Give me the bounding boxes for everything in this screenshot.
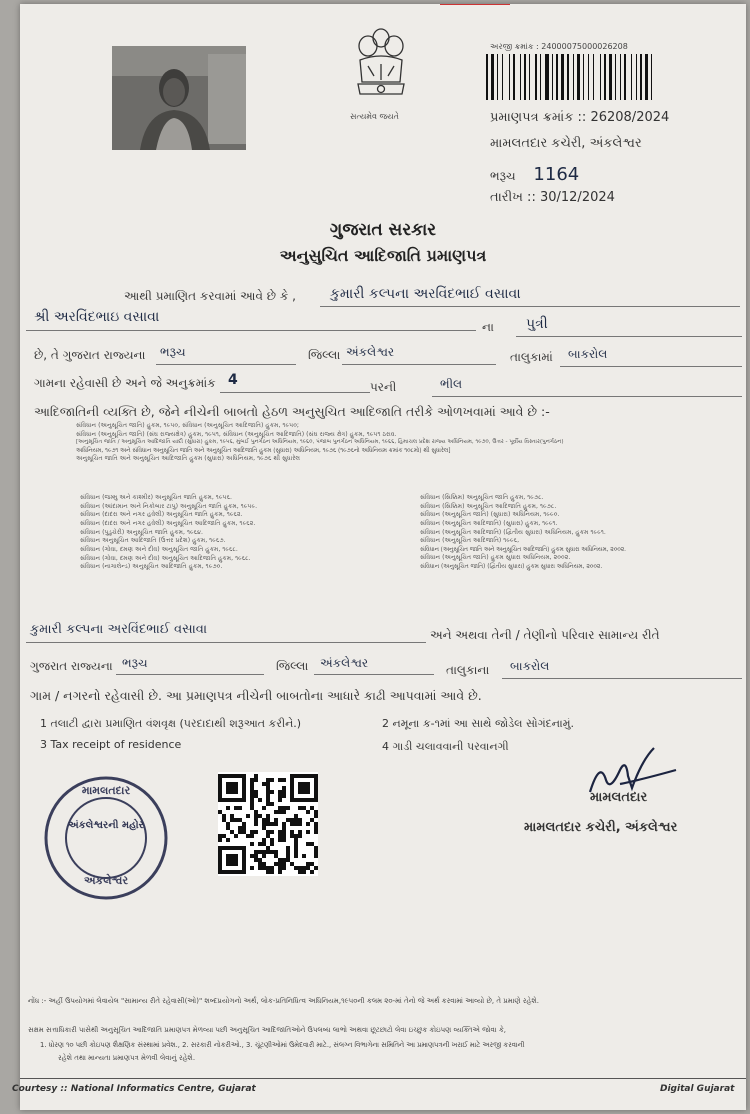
resident-text: ગામ / નગરનો રહેવાસી છે. આ પ્રમાણપત્ર નીચેની બાબતોના આધારે કાઢી આપવામાં આવે છે. <box>30 688 482 703</box>
footer-paragraph-1: સક્ષમ સત્તાધિકારી પાસેથી અનુસૂચિત આદિજાતિ પ્રમાણપત્ર મેળવ્યા પછી અનુસૂચિત આદિજાતિઓને ઉપલબ્ધ લાભો અથવા છૂટછાટો લેવા ઇચ્છુક કોઇપણ વ્યક્તિએ જોવા કે, <box>28 1026 506 1034</box>
serial-number: 4 <box>228 372 238 388</box>
family-name: કુમારી કલ્પના અરવિંદભાઈ વસાવા <box>30 622 208 637</box>
date-label: તારીખ :: <box>490 190 536 205</box>
seal-middle-text: અંકલેશ્વરની મહોર <box>68 820 144 831</box>
order-left-item: સંવિધાન (જમ્મુ અને કાશ્મીર) અનુસૂચિત જાતિ હુકમ, ૧૯૫૬. <box>80 494 232 501</box>
certificate-number-label: પ્રમાણપત્ર ક્રમાંક :: <box>490 110 587 125</box>
applicant-name: કુમારી કલ્પના અરવિંદભાઈ વસાવા <box>330 286 521 302</box>
order-line: અધિનિયમ, ૧૯૭૧ અને સંવિધાન અનુસૂચિત જાતિ અને અનુસૂચિત આદિજાતિ હુકમ (સુધારા) અધિનિયમ, ૧૯૭૬ (૧૯૭૬નો અધિનિયમ ક્રમાંક ૧૦૮મો) થી સુધારેલ] <box>76 448 451 455</box>
emblem-motto: સત્યમેવ જયતે <box>350 112 399 121</box>
order-left-item: સંવિધાન (ગોવા, દમણ અને દીવ) અનુસૂચિત આદિજાતિ હુકમ, ૧૯૬૮. <box>80 554 251 562</box>
order-left-item: સંવિધાન (પુડુચેરી) અનુસૂચિત જાતિ હુકમ, ૧૯૬૪. <box>80 528 203 536</box>
district-value: ભરૂચ <box>160 345 186 359</box>
intro-text: આથી પ્રમાણિત કરવામાં આવે છે કે , <box>124 289 296 303</box>
orders-left-column <box>80 494 257 572</box>
barcode <box>486 54 704 100</box>
orders-full-list <box>76 422 564 464</box>
certificate-sheet <box>12 4 746 1110</box>
applicant-name-line <box>320 306 740 307</box>
order-right-item: સંવિધાન (સિક્કિમ) અનુસૂચિત આદિજાતિ હુકમ, ૧૯૭૮. <box>420 502 557 510</box>
district-label: જિલ્લા <box>308 348 341 362</box>
family-state-text: ગુજરાત રાજ્યના <box>30 659 113 673</box>
father-name-line <box>26 330 476 331</box>
footer-divider <box>20 1078 746 1079</box>
order-right-item: સંવિધાન (અનુસૂચિત જાતિ) (દ્વિતીય સુધારા) હુકમ સુધારા અધિનિયમ, ૨૦૦૨. <box>420 563 603 570</box>
issue-date: 30/12/2024 <box>539 190 615 205</box>
signatory-office: મામલતદાર કચેરી, અંકલેશ્વર <box>524 820 678 835</box>
qr-code-icon <box>218 772 318 876</box>
courtesy-text: Courtesy :: National Informatics Centre, Gujarat <box>12 1084 256 1094</box>
orders-right-column <box>420 494 626 571</box>
order-left-item: સંવિધાન (દાદરા અને નગર હવેલી) અનુસૂચિત જાતિ હુકમ, ૧૯૬૨. <box>80 511 243 519</box>
date-row <box>490 190 615 205</box>
footer-paragraph-2: 1. ધોરણ ૧૦ પછી કોઇપણ શૈક્ષણિક સંસ્થામાં પ્રવેશ., 2. સરકારી નોકરીઓ., 3. ચૂંટણીઓમાં ઉમેદવારી માટે., સંલગ્ન વિભાગેના સમિતિને આ પ્રમાણપત્રની ખરાઈ માટે અરજી કરવાની <box>40 1041 525 1049</box>
order-line: [અનુસૂચિત જાતિ / અનુસૂચિત આદિજાતિ યાદી (સુધારા) હુકમ, ૧૯૫૬, મુંબઈ પુનર્ગઠન અધિનિયમ, ૧૯૬૦, પંજાબ પુનર્ગઠન અધિનિયમ, ૧૯૬૬, હિમાચલ પ્રદેશ રાજ્ય અધિનિયમ, ૧૯૭૦, ઉત્તર - પૂર્વીય વિસ્તાર(પુનર્ગઠન) <box>76 439 564 446</box>
order-line: અનુસૂચિત જાતિ અને અનુસૂચિત આદિજાતિ હુકમ (સુધારા) અધિનિયમ, ૧૯૭૬ થી સુધારેલ <box>76 455 301 463</box>
order-left-item: સંવિધાન (દાદરા અને નગર હવેલી) અનુસૂચિત આદિજાતિ હુકમ, ૧૯૬૨. <box>80 520 256 528</box>
village-line <box>560 366 742 367</box>
outward-label: ભરૂચ <box>490 169 516 183</box>
order-line: સંવિધાન (અનુસૂચિત જાતિ) હુકમ, ૧૯૫૦, સંવિધાન (અનુસૂચિત આદિજાતિ) હુકમ, ૧૯૫૦; <box>76 422 300 429</box>
order-right-item: સંવિધાન (અનુસૂચિત આદિજાતિ) (સુધારા) હુકમ, ૧૯૯૧. <box>420 520 558 528</box>
state-text: છે, તે ગુજરાત રાજ્યના <box>34 348 146 362</box>
applicant-photo <box>112 46 246 150</box>
order-right-item: સંવિધાન (અનુસૂચિત જાતિ) હુકમ સુધારા અધિનિયમ, ૨૦૦૨. <box>420 554 571 562</box>
certificate-number-row <box>490 110 669 125</box>
certificate-title: અનુસુચિત આદિજાતિ પ્રમાણપત્ર <box>279 246 487 265</box>
father-name: શ્રી અરવિંદભાઇ વસાવા <box>34 309 160 325</box>
order-left-item: સંવિધાન અનુસૂચિત આદિજાતિ (ઉત્તર પ્રદેશ) હુકમ, ૧૯૬૭. <box>80 537 226 545</box>
order-left-item: સંવિધાન (આંદામાન અને નિકોબાર ટાપુ) અનુસૂચિત જાતિ હુકમ, ૧૯૫૯. <box>80 502 258 510</box>
village-value: બાકરોલ <box>568 347 608 361</box>
family-taluka-line <box>314 674 434 675</box>
par-label: પરની <box>370 380 397 394</box>
family-taluka: અંકલેશ્વર <box>320 656 369 670</box>
tribe-text: આદિજાતિની વ્યક્તિ છે, જેને નીચેની બાબતો હેઠળ અનુસુચિત આદિજાતિ તરીકે ઓળખવામાં આવે છે :- <box>34 404 550 419</box>
document-item: 3 Tax receipt of residence <box>40 738 182 751</box>
outward-number: 1164 <box>533 164 580 185</box>
tribe-line <box>432 396 742 397</box>
family-district-label: જિલ્લા <box>276 659 309 673</box>
certificate-number: 26208/2024 <box>590 110 670 125</box>
official-seal <box>42 774 170 902</box>
of-label: ના <box>482 320 494 334</box>
family-village: બાકરોલ <box>510 659 550 673</box>
serial-line <box>220 392 370 393</box>
family-text: અને અથવા તેની / તેણીનો પરિવાર સામાન્ય રીતે <box>430 628 660 642</box>
taluka-line <box>342 364 496 365</box>
order-right-item: સંવિધાન (અનુસૂચિત જાતિ) (સુધારા) અધિનિયમ, ૧૯૯૦. <box>420 511 560 519</box>
footer-note: નોંધ :- અહીં ઉપયોગમાં લેવાયેલ "સામાન્ય રીતે રહેવાસી(ઓ)" શબ્દપ્રયોગનો અર્થ, લોક-પ્રતિનિધિત્વ અધિનિયમ,૧૯૫૦ની કલમ ૨૦-માં તેનો જે અર્થ કરવામાં આવ્યો છે, તે પ્રમાણે રહેશે. <box>28 997 539 1005</box>
document-item: 2 નમૂના ક-૧માં આ સાથે જોડેલ સોગંદનામું. <box>382 717 574 730</box>
qr-code <box>218 772 318 876</box>
family-village-line <box>502 678 742 679</box>
order-right-item: સંવિધાન (અનુસૂચિત જાતિ અને અનુસૂચિત આદિજાતિ) હુકમ સુધારા અધિનિયમ, ૨૦૦૨. <box>420 547 626 554</box>
footer-paragraph-3: રહેશે તથા માન્યતા પ્રમાણપત્ર મેળવી લેવાનું રહેશે. <box>58 1054 196 1062</box>
government-title: ગુજરાત સરકાર <box>329 220 437 240</box>
emblem-icon <box>346 24 416 114</box>
document-item: 1 તલાટી દ્વારા પ્રમાણિત વંશવૃક્ષ (પરદાદાથી શરૂઆત કરીને.) <box>40 717 302 730</box>
document-item: 4 ગાડી ચલાવવાની પરવાનગી <box>382 740 509 753</box>
relation-line <box>516 336 742 337</box>
taluka-value: અંકલેશ્વર <box>346 345 395 359</box>
family-district: ભરૂચ <box>122 656 148 670</box>
village-text: ગામના રહેવાસી છે અને જે અનુક્રમાંક <box>34 376 216 390</box>
family-taluka-label: તાલુકાના <box>446 663 490 677</box>
order-right-item: સંવિધાન (અનુસૂચિત આદિજાતિ) ૧૯૯૬, <box>420 537 520 545</box>
issuing-office: મામલતદાર કચેરી, અંકલેશ્વર <box>490 136 642 151</box>
outward-row <box>490 164 579 185</box>
top-red-mark <box>440 4 510 5</box>
district-line <box>156 364 296 365</box>
signatory-designation: મામલતદાર <box>590 790 648 805</box>
order-right-item: સંવિધાન (સિક્કિમ) અનુસૂચિત જાતિ હુકમ, ૧૯૭૮. <box>420 494 544 501</box>
taluka-label: તાલુકામાં <box>510 350 553 364</box>
brand-text: Digital Gujarat <box>660 1084 735 1094</box>
relation: પુત્રી <box>526 316 548 332</box>
application-number: અરજી ક્રમાંક : 24000075000026208 <box>490 42 628 51</box>
family-name-line <box>26 642 426 643</box>
seal-bottom-text: અંકલેશ્વર <box>83 874 129 887</box>
order-left-item: સંવિધાન (નાગાલેન્ડ) અનુસૂચિત આદિજાતિ હુકમ, ૧૯૭૦. <box>80 563 223 571</box>
national-emblem <box>346 24 416 114</box>
order-line: સંવિધાન (અનુસૂચિત જાતિ) (સંઘ રાજ્યક્ષેત્ર) હુકમ, ૧૯૫૧, સંવિધાન (અનુસૂચિત આદિજાતિ) (સંઘ રાજ્ય ક્ષેત્ર) હુકમ, ૧૯૫૧ ઠરાવ. <box>76 430 397 438</box>
order-left-item: સંવિધાન (ગોવા, દમણ અને દીવ) અનુસૂચિત જાતિ હુકમ, ૧૯૬૮. <box>80 546 238 554</box>
order-right-item: સંવિધાન (અનુસૂચિત આદિજાતિ) (દ્વિતીય સુધારા) અધિનિયમ, હુકમ ૧૯૯૧. <box>420 528 606 536</box>
seal-top-text: મામલતદાર <box>81 784 131 797</box>
tribe-value: ભીલ <box>440 377 463 391</box>
family-district-line <box>116 674 264 675</box>
